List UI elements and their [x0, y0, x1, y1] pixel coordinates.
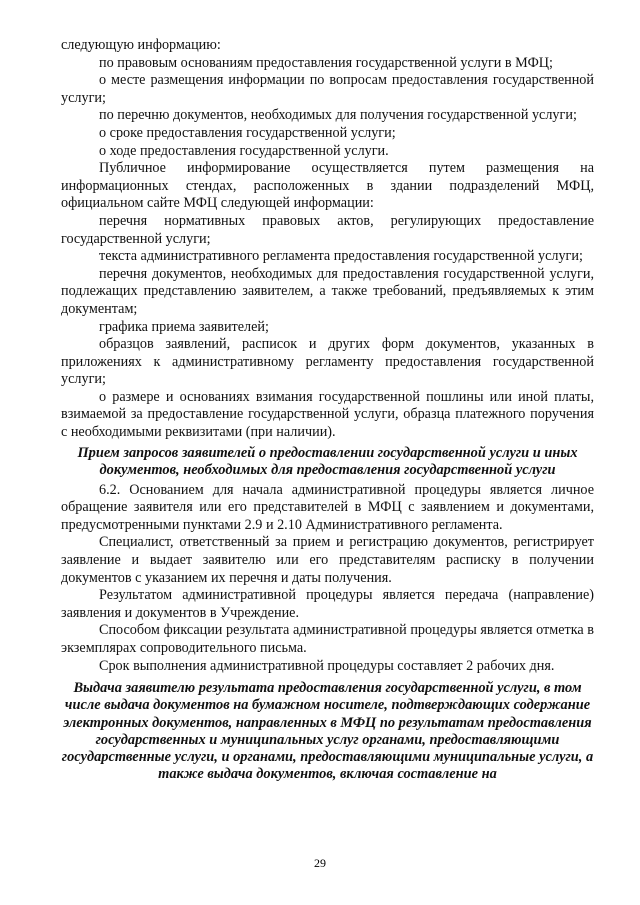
paragraph: Публичное информирование осуществляется путем размещения на информационных стендах, расположенных в здании подразделений МФЦ, официальном сайте МФЦ следующей информации:	[61, 160, 594, 212]
section-heading-issuance: Выдача заявителю результата предоставления государственной услуги, в том числе выдача документов на бумажном носителе, подтверждающих содержание электронных документов, направленных в МФЦ по результатам предоставления государственных и муниципальных услуг органами, предоставляющими государственные услуги, и органами, предоставляющими муниципальные услуги, а также выдача документов, включая составление на	[61, 680, 594, 783]
paragraph: Способом фиксации результата административной процедуры является отметка в экземплярах сопроводительного письма.	[61, 622, 594, 656]
list-item: образцов заявлений, расписок и других форм документов, указанных в приложениях к административному регламенту предоставления государственной услуги;	[61, 336, 594, 388]
list-item: перечня нормативных правовых актов, регулирующих предоставление государственной услуги;	[61, 212, 594, 247]
paragraph: Срок выполнения административной процедуры составляет 2 рабочих дня.	[99, 657, 555, 674]
list-item: текста административного регламента предоставления государственной услуги;	[99, 248, 583, 265]
list-item: о месте размещения информации по вопросам предоставления государственной услуги;	[61, 72, 594, 106]
list-item: графика приема заявителей;	[99, 318, 269, 335]
list-item: перечня документов, необходимых для предоставления государственной услуги, подлежащих представлению заявителем, а также требований, предъявляемых к этим документам;	[61, 265, 594, 317]
paragraph: Специалист, ответственный за прием и регистрацию документов, регистрирует заявление и выдает заявителю или его представителям расписку в получении документов с указанием их перечня и даты получения.	[61, 534, 594, 586]
list-item: о размере и основаниях взимания государственной пошлины или иной платы, взимаемой за предоставление государственной услуги, образца платежного поручения с необходимыми реквизитами (при наличии).	[61, 388, 594, 441]
list-item: по правовым основаниям предоставления государственной услуги в МФЦ;	[99, 54, 553, 71]
paragraph: следующую информацию:	[61, 37, 221, 53]
paragraph: Результатом административной процедуры является передача (направление) заявления и документов в Учреждение.	[61, 587, 594, 621]
list-item: о ходе предоставления государственной услуги.	[99, 142, 389, 159]
page-number: 29	[314, 856, 326, 870]
section-heading-intake: Прием запросов заявителей о предоставлении государственной услуги и иных документов, необходимых для предоставления государственной услуги	[77, 444, 578, 478]
paragraph: 6.2. Основанием для начала административной процедуры является личное обращение заявителя или его представителей в МФЦ с заявлением и документами, предусмотренными пунктами 2.9 и 2.10 Административного регламента.	[61, 481, 594, 533]
list-item: о сроке предоставления государственной услуги;	[99, 124, 396, 141]
list-item: по перечню документов, необходимых для получения государственной услуги;	[99, 107, 577, 124]
